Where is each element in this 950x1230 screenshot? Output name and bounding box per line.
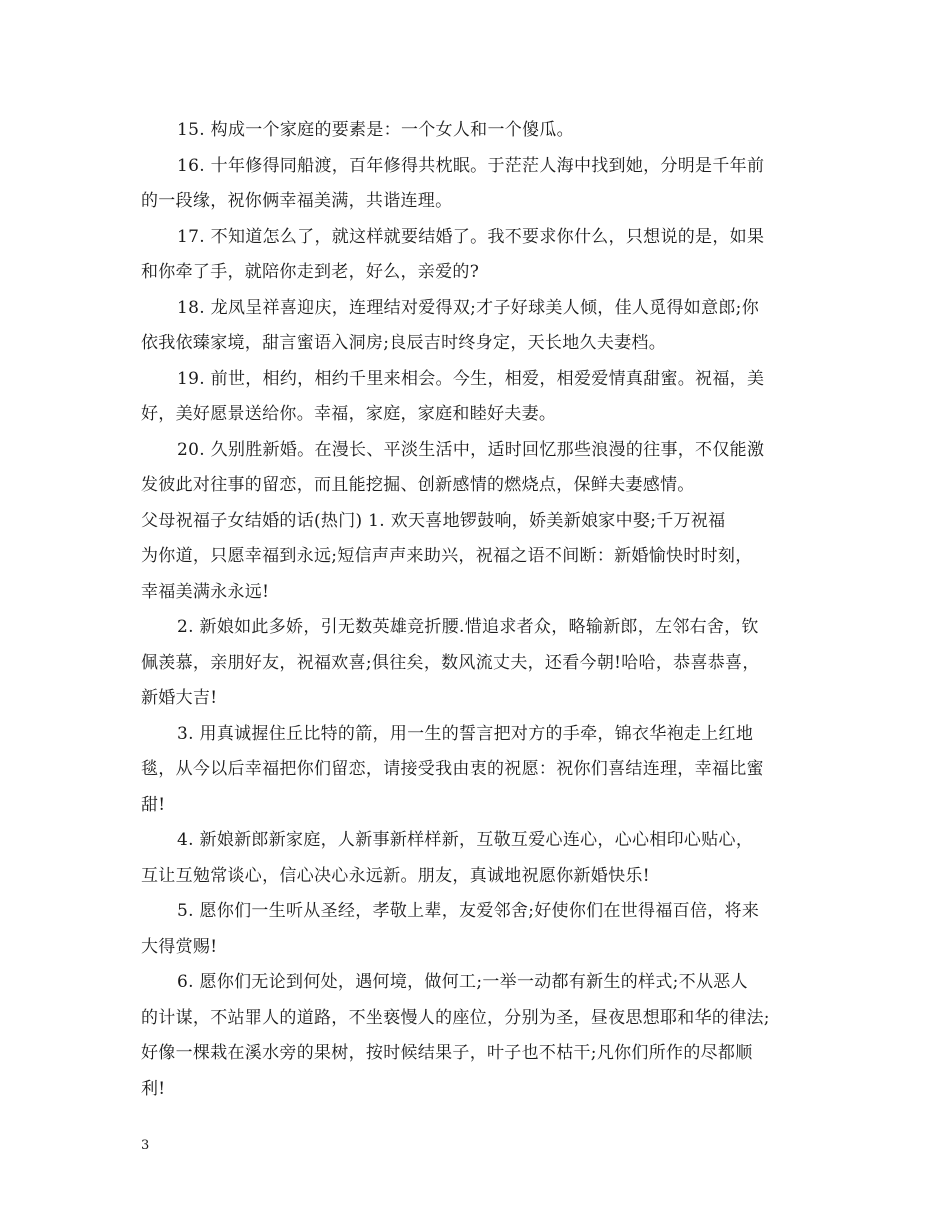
document-body (141, 113, 813, 1107)
list-item-18 (141, 291, 813, 362)
text-line: 19. 前世，相约，相约千里来相会。今生，相爱，相爱爱情真甜蜜。祝福，美 (177, 368, 765, 389)
text-line: 甜! (141, 794, 166, 815)
text-line: 18. 龙凤呈祥喜迎庆，连理结对爱得双;才子好球美人倾，佳人觅得如意郎;你 (177, 297, 759, 318)
text-line: 利! (141, 1078, 166, 1099)
text-line: 20. 久别胜新婚。在漫长、平淡生活中，适时回忆那些浪漫的往事，不仅能激 (177, 439, 765, 460)
section-heading-line: 父母祝福子女结婚的话(热门) 1. 欢天喜地锣鼓响，娇美新娘家中娶;千万祝福 (141, 510, 726, 531)
text-line: 3. 用真诚握住丘比特的箭，用一生的誓言把对方的手牵，锦衣华袍走上红地 (177, 723, 754, 744)
list-item-17 (141, 220, 813, 291)
text-line: 好，美好愿景送给你。幸福，家庭，家庭和睦好夫妻。 (141, 404, 557, 424)
text-line: 为你道，只愿幸福到永远;短信声声来助兴，祝福之语不间断：新婚愉快时时刻， (141, 546, 753, 566)
text-line: 16. 十年修得同船渡，百年修得共枕眠。于茫茫人海中找到她，分明是千年前 (177, 155, 765, 176)
section-heading-block (141, 504, 813, 611)
text-line: 幸福美满永永远! (141, 581, 270, 602)
list-item-5 (141, 894, 813, 965)
text-line: 的计谋，不站罪人的道路，不坐亵慢人的座位，分别为圣，昼夜思想耶和华的律法; (141, 1007, 770, 1028)
text-line: 新婚大吉! (141, 688, 218, 708)
text-line: 和你牵了手，就陪你走到老，好么，亲爱的? (141, 262, 480, 282)
text-line: 4. 新娘新郎新家庭，人新事新样样新，互敬互爱心连心，心心相印心贴心， (177, 830, 754, 850)
list-item-19 (141, 362, 813, 433)
list-item-2 (141, 610, 813, 717)
text-line: 佩羡慕，亲朋好友，祝福欢喜;俱往矣，数风流丈夫，还看今朝!哈哈，恭喜恭喜， (141, 652, 760, 673)
text-line: 2. 新娘如此多娇，引无数英雄竞折腰.惜追求者众，略输新郎，左邻右舍，钦 (177, 617, 759, 637)
text-line: 大得赏赐! (141, 936, 218, 957)
list-item-20 (141, 433, 813, 504)
text-line: 6. 愿你们无论到何处，遇何境，做何工;一举一动都有新生的样式;不从恶人 (177, 972, 748, 992)
text-line: 的一段缘，祝你俩幸福美满，共谐连理。 (141, 191, 453, 211)
text-line: 好像一棵栽在溪水旁的果树，按时候结果子，叶子也不枯干;凡你们所作的尽都顺 (141, 1043, 753, 1063)
list-item-4 (141, 823, 813, 894)
list-item-15 (141, 113, 813, 149)
text-line: 15. 构成一个家庭的要素是：一个女人和一个傻瓜。 (177, 120, 574, 140)
list-item-16 (141, 149, 813, 220)
text-line: 毯，从今以后幸福把你们留恋，请接受我由衷的祝愿：祝你们喜结连理，幸福比蜜 (141, 759, 764, 779)
page-number: 3 (141, 1138, 150, 1153)
text-line: 5. 愿你们一生听从圣经，孝敬上辈，友爱邻舍;好使你们在世得福百倍，将来 (177, 901, 760, 921)
text-line: 互让互勉常谈心，信心决心永远新。朋友，真诚地祝愿你新婚快乐! (141, 865, 650, 886)
text-line: 17. 不知道怎么了，就这样就要结婚了。我不要求你什么，只想说的是，如果 (177, 226, 765, 247)
text-line: 依我依臻家境，甜言蜜语入洞房;良辰吉时终身定，天长地久夫妻档。 (141, 333, 667, 353)
list-item-6 (141, 965, 813, 1107)
text-line: 发彼此对往事的留恋，而且能挖掘、创新感情的燃烧点，保鲜夫妻感情。 (141, 475, 695, 495)
list-item-3 (141, 717, 813, 824)
